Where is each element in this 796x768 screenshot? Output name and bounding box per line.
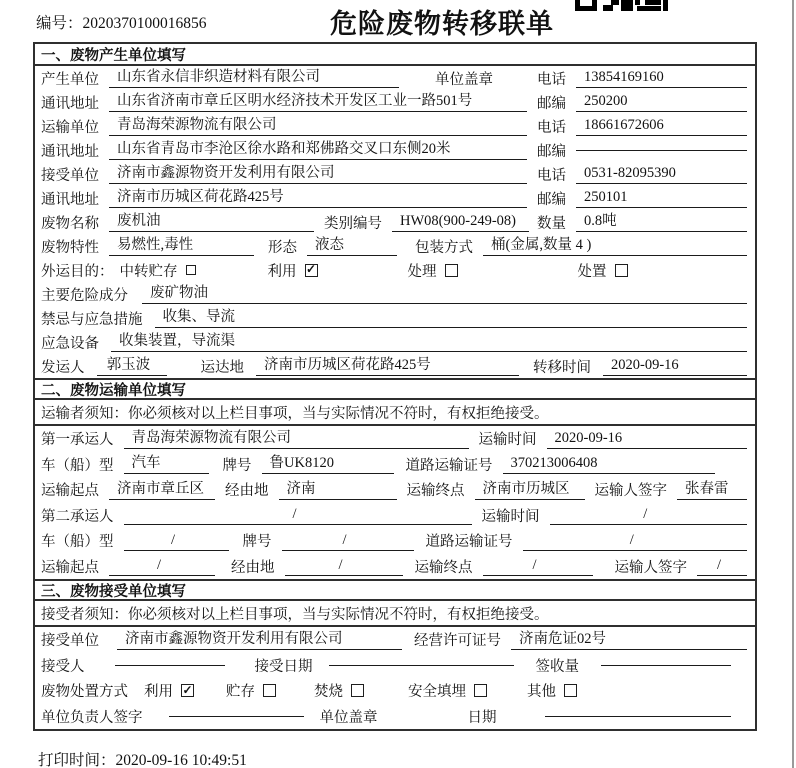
page-right-edge [792,0,794,768]
license-number-label: 经营许可证号 [414,633,501,650]
road-permit-label: 道路运输证号 [405,457,493,474]
phone-value: 0531-82095390 [576,164,747,184]
accept-unit-value: 济南市鑫源物资开发利用有限公司 [117,630,402,650]
receiver-address-row [35,186,755,210]
terminal-value: / [483,556,593,576]
date-label: 日期 [467,709,497,726]
receiver-unit-label: 接受单位 [41,167,99,184]
transport-date-label: 运输时间 [478,432,537,449]
responsible-signature-value [169,715,304,717]
print-time-value: 2020-09-16 10:49:51 [115,752,247,768]
postcode-label: 邮编 [537,191,566,208]
receiver-unit-row [35,162,755,186]
manifest-form-table [33,42,757,731]
route-row-2 [35,554,755,580]
received-quantity-label: 签收量 [535,658,579,675]
received-quantity-value [601,664,731,666]
transport-unit-value: 青岛海荣源物流有限公司 [109,116,527,136]
transport-date-label: 运输时间 [481,508,540,525]
first-carrier-label: 第一承运人 [41,432,114,449]
accept-date-label: 接受日期 [254,658,313,675]
transfer-purpose-label: 外运目的： [41,263,114,280]
transfer-purpose-row [35,258,755,282]
incinerate-label: 焚烧 [314,684,343,701]
transporter-phone-group [537,116,747,137]
mailing-address-label: 通讯地址 [41,143,99,160]
physical-form-value: 液态 [307,236,397,256]
unit-seal-label: 单位盖章 [319,709,378,726]
incinerate-option [314,680,364,701]
category-code-value: HW08(900-249-08) [392,212,529,232]
second-carrier-value: / [124,505,472,525]
waste-property-label: 废物特性 [41,239,99,256]
generator-postcode-group [537,92,747,113]
taboo-measures-value: 收集、导流 [155,308,748,328]
accept-date-value [329,664,514,666]
section3-header [35,579,755,601]
section2-header [35,378,755,400]
responsible-signature-label: 单位负责人签字 [41,709,143,726]
taboo-measures-row [35,306,755,330]
incinerate-checkbox [351,684,364,697]
phone-value: 13854169160 [576,68,747,88]
disposal-method-label: 废物处置方式 [41,684,128,701]
transporter-unit-row [35,114,755,138]
emergency-equipment-row [35,330,755,354]
terminal-label: 运输终点 [406,483,465,500]
waste-property-value: 易燃性,毒性 [109,236,254,256]
terminal-label: 运输终点 [414,559,473,576]
accept-person-value [115,664,225,666]
utilize-checkbox [305,264,318,277]
license-number-value: 济南危证02号 [511,630,747,650]
vehicle-type-value: 汽车 [124,454,209,474]
section3-body [35,627,755,729]
generator-unit-value: 山东省永信非织造材料有限公司 [109,68,399,88]
waste-property-row [35,234,755,258]
plate-number-value: 鲁UK8120 [262,454,394,474]
packing-method-label: 包装方式 [415,239,473,256]
waste-name-row [35,210,755,234]
dispose-checkbox [615,264,628,277]
transporter-postcode-group [537,140,747,161]
responsible-signature-row [35,704,755,730]
transporter-notice [35,400,755,426]
second-carrier-row [35,503,755,529]
main-hazard-value: 废矿物油 [142,284,747,304]
postcode-label: 邮编 [537,95,566,112]
vehicle-row [35,452,755,478]
receiver-postcode-group [537,188,747,209]
transporter-address-row [35,138,755,162]
taboo-measures-label: 禁忌与应急措施 [41,311,143,328]
landfill-label: 安全填埋 [408,684,466,701]
print-time [38,748,247,768]
utilize-checkbox [181,684,194,697]
section2-title: 二、废物运输单位填写 [41,382,186,399]
section2-body [35,426,755,579]
phone-label: 电话 [537,71,566,88]
carrier-signature-label: 运输人签字 [614,559,687,576]
origin-label: 运输起点 [41,483,99,500]
waste-name-value: 废机油 [109,212,314,232]
accept-unit-label: 接受单位 [41,633,99,650]
transporter-notice-text: 运输者须知：你必须核对以上栏目事项，当与实际情况不符时，有权拒绝接受。 [41,405,549,422]
quantity-label: 数量 [537,215,566,232]
transit-storage-option [120,260,196,281]
transport-date-value: / [550,505,748,525]
via-value: 济南 [279,480,397,500]
waste-name-label: 废物名称 [41,215,99,232]
physical-form-label: 形态 [268,239,297,256]
consignor-value: 郭玉波 [97,356,167,376]
destination-value: 济南市历城区荷花路425号 [256,356,519,376]
storage-option [226,680,276,701]
generator-unit-row [35,66,755,90]
via-value: / [285,556,403,576]
serial-number [36,11,207,33]
section1-title: 一、废物产生单位填写 [41,47,186,64]
category-code-label: 类别编号 [324,215,382,232]
utilize-label: 利用 [267,263,297,280]
postcode-value: 250101 [576,188,747,208]
consignor-label: 发运人 [41,359,85,376]
receiver-phone-group [537,164,747,185]
transit-storage-label: 中转贮存 [119,263,178,280]
serial-value: 2020370100016856 [82,15,207,32]
generator-phone-group [537,68,747,89]
vehicle-row-2 [35,528,755,554]
generator-unit-label: 产生单位 [41,71,99,88]
postcode-label: 邮编 [537,143,566,160]
storage-label: 贮存 [226,684,255,701]
disposal-method-row [35,678,755,704]
mailing-address-value: 山东省青岛市李沧区徐水路和郑佛路交叉口东侧20米 [109,140,527,160]
transport-date-value: 2020-09-16 [547,429,748,449]
vehicle-type-label: 车（船）型 [41,457,114,474]
road-permit-value: / [523,531,748,551]
postcode-value [576,149,747,151]
phone-value: 18661672606 [576,116,747,136]
road-permit-value: 370213006408 [503,454,716,474]
transfer-date-value: 2020-09-16 [603,356,747,376]
plate-number-label: 牌号 [222,457,252,474]
page-title: 危险废物转移联单 [330,9,554,39]
main-hazard-row [35,282,755,306]
first-carrier-row [35,426,755,452]
quantity-value: 0.8吨 [576,212,747,232]
via-label: 经由地 [225,483,269,500]
destination-label: 运达地 [200,359,244,376]
other-checkbox [564,684,577,697]
section3-title: 三、废物接受单位填写 [41,583,186,600]
dispose-option [578,260,628,281]
main-hazard-label: 主要危险成分 [41,287,128,304]
terminal-value: 济南市历城区 [475,480,585,500]
landfill-option [408,680,487,701]
vehicle-type-label: 车（船）型 [41,534,114,551]
transit-storage-checkbox [186,265,196,275]
accept-person-row [35,653,755,679]
postcode-value: 250200 [576,92,747,112]
print-time-label: 打印时间： [38,752,116,768]
road-permit-label: 道路运输证号 [425,534,513,551]
utilize-option [268,260,318,281]
generator-address-row [35,90,755,114]
serial-label: 编号： [36,15,83,32]
accept-unit-row [35,627,755,653]
other-label: 其他 [527,684,556,701]
consignor-row [35,354,755,378]
other-option [527,680,577,701]
phone-label: 电话 [537,119,566,136]
check-mark: ✓ [182,682,193,697]
transfer-date-label: 转移时间 [533,359,591,376]
emergency-equipment-label: 应急设备 [41,335,99,352]
unit-seal-label: 单位盖章 [435,71,493,88]
landfill-checkbox [474,684,487,697]
plate-number-value: / [282,531,414,551]
section1-body [35,66,755,378]
utilize-option [144,680,194,701]
carrier-signature-label: 运输人签字 [594,483,667,500]
receiver-notice [35,601,755,627]
receiver-notice-text: 接受者须知：你必须核对以上栏目事项，当与实际情况不符时，有权拒绝接受。 [41,606,549,623]
quantity-group [537,212,747,233]
utilize-label: 利用 [144,684,173,701]
accept-person-label: 接受人 [41,658,85,675]
treat-label: 处理 [407,263,437,280]
transport-unit-label: 运输单位 [41,119,99,136]
receiver-unit-value: 济南市鑫源物资开发利用有限公司 [109,164,527,184]
route-row [35,477,755,503]
mailing-address-value: 济南市历城区荷花路425号 [109,188,527,208]
treat-checkbox [445,264,458,277]
origin-label: 运输起点 [41,559,99,576]
storage-checkbox [263,684,276,697]
carrier-signature-value: / [697,556,747,576]
origin-value: / [109,556,215,576]
section1-header [35,44,755,66]
treat-option [408,260,458,281]
phone-label: 电话 [537,167,566,184]
carrier-signature-value: 张春雷 [677,480,747,500]
vehicle-type-value: / [124,531,229,551]
dispose-label: 处置 [577,263,607,280]
date-value [545,715,732,717]
via-label: 经由地 [231,559,275,576]
check-mark: ✓ [305,262,317,276]
qr-code-fragment-icon [575,0,668,11]
emergency-equipment-value: 收集装置，导流渠 [111,332,747,352]
second-carrier-label: 第二承运人 [41,508,114,525]
origin-value: 济南市章丘区 [109,480,215,500]
mailing-address-value: 山东省济南市章丘区明水经济技术开发区工业一路501号 [109,92,527,112]
first-carrier-value: 青岛海荣源物流有限公司 [124,429,469,449]
plate-number-label: 牌号 [242,534,272,551]
mailing-address-label: 通讯地址 [41,191,99,208]
packing-method-value: 桶(金属,数量 4 ) [483,236,747,256]
mailing-address-label: 通讯地址 [41,95,99,112]
